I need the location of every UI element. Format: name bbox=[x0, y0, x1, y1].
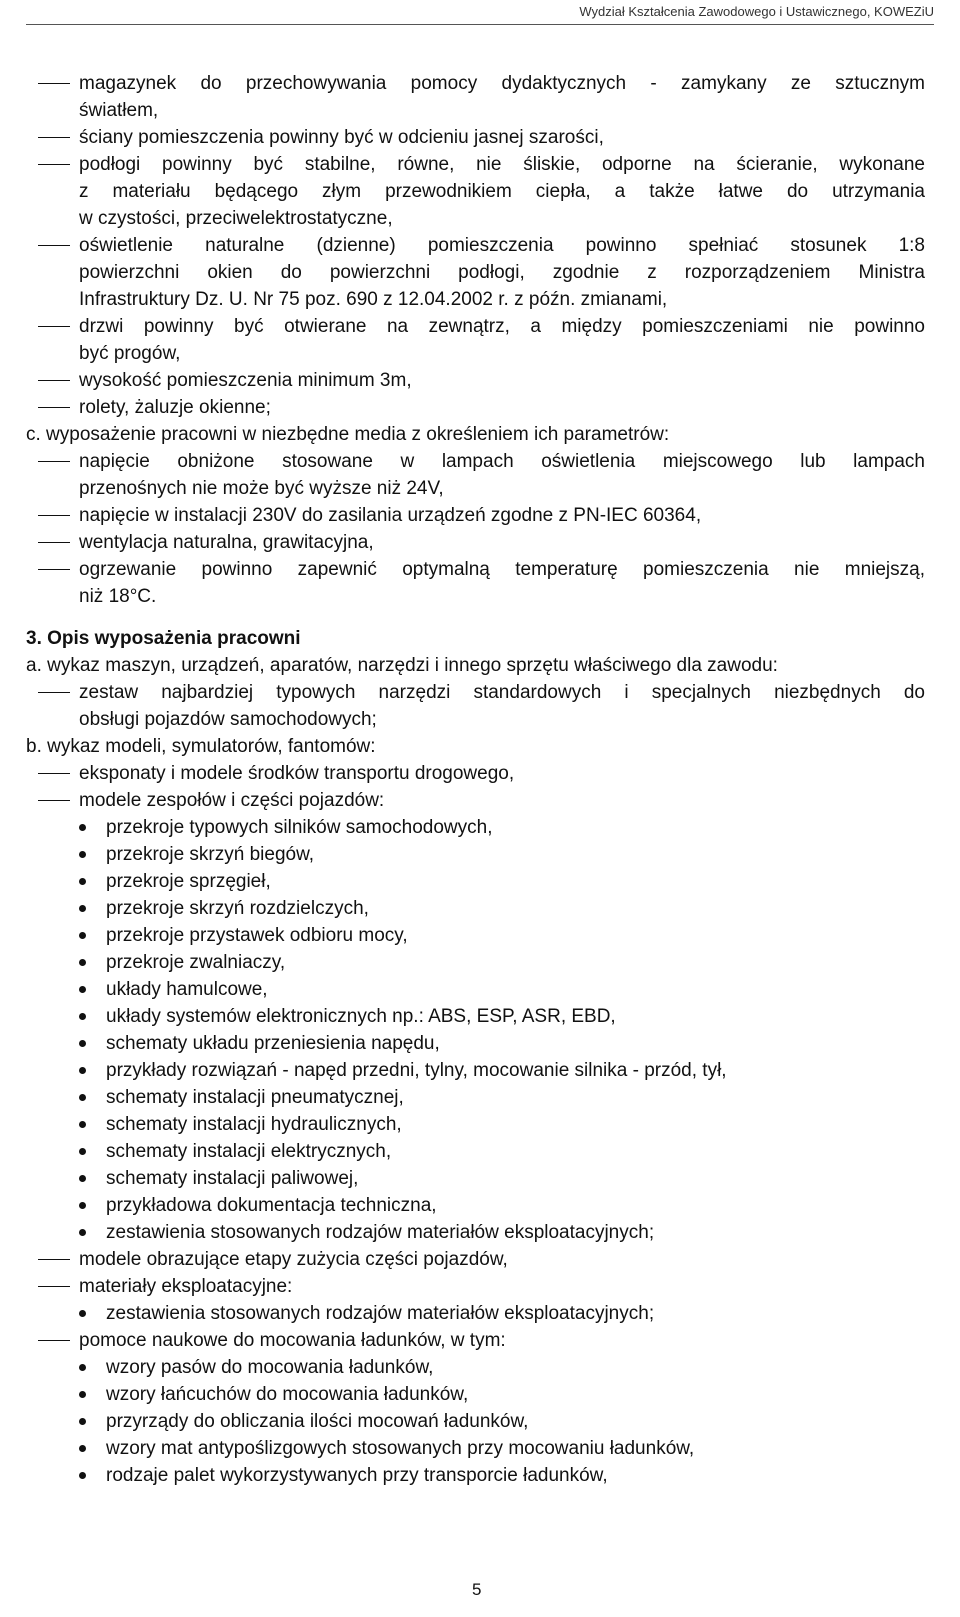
list-item-cont: w czystości, przeciwelektrostatyczne, bbox=[79, 208, 393, 229]
bullet-item: schematy instalacji paliwowej, bbox=[106, 1168, 359, 1189]
list-item: napięcie w instalacji 230V do zasilania urządzeń zgodne z PN-IEC 60364, bbox=[79, 505, 702, 526]
list-item: ogrzewanie powinno zapewnić optymalną temperaturę pomieszczenia nie mniejszą, bbox=[79, 559, 925, 580]
list-item: wysokość pomieszczenia minimum 3m, bbox=[79, 370, 412, 391]
subsection-heading: b. wykaz modeli, symulatorów, fantomów: bbox=[26, 736, 376, 757]
list-item: eksponaty i modele środków transportu drogowego, bbox=[79, 763, 515, 784]
bullet-item: zestawienia stosowanych rodzajów materiałów eksploatacyjnych; bbox=[106, 1222, 655, 1243]
list-item-cont: Infrastruktury Dz. U. Nr 75 poz. 690 z 12.04.2002 r. z późn. zmianami, bbox=[79, 289, 668, 310]
bullet-item: przyrządy do obliczania ilości mocowań ładunków, bbox=[106, 1411, 529, 1432]
bullet-item: schematy układu przeniesienia napędu, bbox=[106, 1033, 440, 1054]
page-number: 5 bbox=[472, 1580, 482, 1599]
bullet-item: zestawienia stosowanych rodzajów materiałów eksploatacyjnych; bbox=[106, 1303, 655, 1324]
bullet-item: wzory mat antypoślizgowych stosowanych przy mocowaniu ładunków, bbox=[106, 1438, 695, 1459]
list-item: modele zespołów i części pojazdów: bbox=[79, 790, 385, 811]
bullet-item: przykłady rozwiązań - napęd przedni, tylny, mocowanie silnika - przód, tył, bbox=[106, 1060, 727, 1081]
page-header: Wydział Kształcenia Zawodowego i Ustawicznego, KOWEZiU bbox=[579, 4, 934, 19]
bullet-item: przekroje sprzęgieł, bbox=[106, 871, 271, 892]
list-item-cont: z materiału będącego złym przewodnikiem ciepła, a także łatwe do utrzymania bbox=[79, 181, 925, 202]
bullet-item: schematy instalacji hydraulicznych, bbox=[106, 1114, 402, 1135]
bullet-item: przykładowa dokumentacja techniczna, bbox=[106, 1195, 437, 1216]
bullet-item: układy systemów elektronicznych np.: ABS, ESP, ASR, EBD, bbox=[106, 1006, 616, 1027]
list-item: napięcie obniżone stosowane w lampach oświetlenia miejscowego lub lampach bbox=[79, 451, 925, 472]
bullet-item: przekroje przystawek odbioru mocy, bbox=[106, 925, 408, 946]
bullet-item: przekroje typowych silników samochodowych, bbox=[106, 817, 493, 838]
bullet-item: wzory pasów do mocowania ładunków, bbox=[106, 1357, 434, 1378]
list-item-cont: niż 18°C. bbox=[79, 586, 157, 607]
bullet-item: przekroje skrzyń rozdzielczych, bbox=[106, 898, 369, 919]
list-item: modele obrazujące etapy zużycia części pojazdów, bbox=[79, 1249, 508, 1270]
list-item-cont: przenośnych nie może być wyższe niż 24V, bbox=[79, 478, 444, 499]
bullet-item: wzory łańcuchów do mocowania ładunków, bbox=[106, 1384, 469, 1405]
subsection-heading: c. wyposażenie pracowni w niezbędne media z określeniem ich parametrów: bbox=[26, 424, 670, 445]
bullet-item: przekroje zwalniaczy, bbox=[106, 952, 286, 973]
list-item: magazynek do przechowywania pomocy dydaktycznych - zamykany ze sztucznym bbox=[79, 73, 925, 94]
list-item-cont: światłem, bbox=[79, 100, 159, 121]
list-item-cont: powierzchni okien do powierzchni podłogi, zgodnie z rozporządzeniem Ministra bbox=[79, 262, 925, 283]
bullet-item: schematy instalacji elektrycznych, bbox=[106, 1141, 392, 1162]
bullet-item: rodzaje palet wykorzystywanych przy transporcie ładunków, bbox=[106, 1465, 608, 1486]
header-divider bbox=[26, 24, 934, 25]
list-item-cont: obsługi pojazdów samochodowych; bbox=[79, 709, 377, 730]
bullet-item: schematy instalacji pneumatycznej, bbox=[106, 1087, 404, 1108]
subsection-heading: a. wykaz maszyn, urządzeń, aparatów, narzędzi i innego sprzętu właściwego dla zawodu: bbox=[26, 655, 778, 676]
list-item: pomoce naukowe do mocowania ładunków, w tym: bbox=[79, 1330, 506, 1351]
list-item-cont: być progów, bbox=[79, 343, 181, 364]
list-item: oświetlenie naturalne (dzienne) pomieszczenia powinno spełniać stosunek 1:8 bbox=[79, 235, 925, 256]
list-item: podłogi powinny być stabilne, równe, nie śliskie, odporne na ścieranie, wykonane bbox=[79, 154, 925, 175]
list-item: wentylacja naturalna, grawitacyjna, bbox=[79, 532, 374, 553]
list-item: rolety, żaluzje okienne; bbox=[79, 397, 271, 418]
list-item: zestaw najbardziej typowych narzędzi standardowych i specjalnych niezbędnych do bbox=[79, 682, 925, 703]
list-item: ściany pomieszczenia powinny być w odcieniu jasnej szarości, bbox=[79, 127, 604, 148]
bullet-item: przekroje skrzyń biegów, bbox=[106, 844, 315, 865]
list-item: materiały eksploatacyjne: bbox=[79, 1276, 293, 1297]
bullet-item: układy hamulcowe, bbox=[106, 979, 268, 1000]
list-item: drzwi powinny być otwierane na zewnątrz, a między pomieszczeniami nie powinno bbox=[79, 316, 925, 337]
section-heading: 3. Opis wyposażenia pracowni bbox=[26, 628, 301, 649]
